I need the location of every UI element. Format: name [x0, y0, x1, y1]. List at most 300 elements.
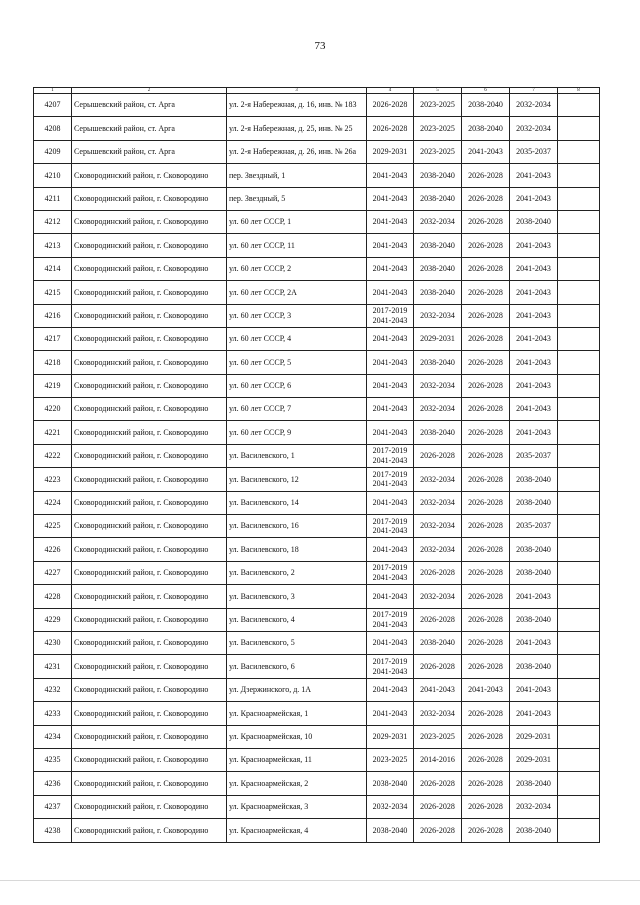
column-8-cell — [558, 374, 600, 397]
address-cell: пер. Звездный, 1 — [227, 164, 367, 187]
period-5-cell: 2026-2028 — [414, 444, 462, 467]
district-cell: Сковородинский район, г. Сковородино — [72, 234, 227, 257]
row-number-cell: 4230 — [34, 631, 72, 654]
column-8-cell — [558, 655, 600, 678]
period-6-cell: 2026-2028 — [462, 374, 510, 397]
period-6-cell: 2026-2028 — [462, 561, 510, 584]
row-number-cell: 4229 — [34, 608, 72, 631]
row-number-cell: 4220 — [34, 398, 72, 421]
address-cell: пер. Звездный, 5 — [227, 187, 367, 210]
table-row — [34, 421, 600, 444]
column-8-cell — [558, 187, 600, 210]
column-8-cell — [558, 304, 600, 327]
address-cell: ул. Василевского, 1 — [227, 444, 367, 467]
period-7-cell: 2041-2043 — [510, 421, 558, 444]
table-row — [34, 655, 600, 678]
period-5-cell: 2023-2025 — [414, 140, 462, 163]
address-cell: ул. 60 лет СССР, 11 — [227, 234, 367, 257]
row-number-cell: 4228 — [34, 585, 72, 608]
column-number-5: 5 — [414, 88, 462, 94]
address-cell: ул. Василевского, 5 — [227, 631, 367, 654]
period-5-cell: 2032-2034 — [414, 468, 462, 491]
address-cell: ул. Василевского, 6 — [227, 655, 367, 678]
page-number: 73 — [314, 40, 326, 52]
address-cell: ул. 60 лет СССР, 4 — [227, 327, 367, 350]
period-6-cell: 2026-2028 — [462, 702, 510, 725]
period-4-cell: 2017-2019 2041-2043 — [367, 515, 414, 538]
column-8-cell — [558, 421, 600, 444]
period-7-cell: 2038-2040 — [510, 210, 558, 233]
table-row — [34, 94, 600, 117]
column-8-cell — [558, 281, 600, 304]
table-row — [34, 164, 600, 187]
table-row — [34, 398, 600, 421]
period-4-cell: 2041-2043 — [367, 421, 414, 444]
period-4-cell: 2041-2043 — [367, 327, 414, 350]
row-number-cell: 4207 — [34, 94, 72, 117]
period-5-cell: 2038-2040 — [414, 234, 462, 257]
column-8-cell — [558, 327, 600, 350]
district-cell: Сковородинский район, г. Сковородино — [72, 210, 227, 233]
period-5-cell: 2014-2016 — [414, 748, 462, 771]
address-cell: ул. Василевского, 4 — [227, 608, 367, 631]
address-cell: ул. Василевского, 12 — [227, 468, 367, 491]
period-4-cell: 2026-2028 — [367, 117, 414, 140]
period-4-cell: 2041-2043 — [367, 491, 414, 514]
period-5-cell: 2026-2028 — [414, 819, 462, 842]
period-6-cell: 2041-2043 — [462, 678, 510, 701]
row-number-cell: 4223 — [34, 468, 72, 491]
period-7-cell: 2041-2043 — [510, 398, 558, 421]
period-6-cell: 2026-2028 — [462, 164, 510, 187]
district-cell: Сковородинский район, г. Сковородино — [72, 398, 227, 421]
period-5-cell: 2032-2034 — [414, 538, 462, 561]
period-6-cell: 2026-2028 — [462, 748, 510, 771]
column-8-cell — [558, 585, 600, 608]
period-4-cell: 2017-2019 2041-2043 — [367, 468, 414, 491]
address-cell: ул. Дзержинского, д. 1А — [227, 678, 367, 701]
row-number-cell: 4212 — [34, 210, 72, 233]
period-7-cell: 2041-2043 — [510, 585, 558, 608]
period-6-cell: 2026-2028 — [462, 187, 510, 210]
row-number-cell: 4233 — [34, 702, 72, 725]
period-7-cell: 2032-2034 — [510, 94, 558, 117]
column-8-cell — [558, 468, 600, 491]
period-6-cell: 2026-2028 — [462, 772, 510, 795]
address-cell: ул. Красноармейская, 2 — [227, 772, 367, 795]
period-6-cell: 2026-2028 — [462, 725, 510, 748]
period-7-cell: 2038-2040 — [510, 468, 558, 491]
period-7-cell: 2029-2031 — [510, 748, 558, 771]
period-4-cell: 2026-2028 — [367, 94, 414, 117]
column-8-cell — [558, 631, 600, 654]
period-4-cell: 2017-2019 2041-2043 — [367, 304, 414, 327]
table-row — [34, 117, 600, 140]
table-row — [34, 561, 600, 584]
column-8-cell — [558, 772, 600, 795]
row-number-cell: 4231 — [34, 655, 72, 678]
table-row — [34, 187, 600, 210]
period-6-cell: 2026-2028 — [462, 234, 510, 257]
address-cell: ул. 60 лет СССР, 7 — [227, 398, 367, 421]
period-7-cell: 2041-2043 — [510, 374, 558, 397]
table-row — [34, 538, 600, 561]
district-cell: Серышевский район, ст. Арга — [72, 117, 227, 140]
row-number-cell: 4225 — [34, 515, 72, 538]
district-cell: Сковородинский район, г. Сковородино — [72, 374, 227, 397]
row-number-cell: 4211 — [34, 187, 72, 210]
period-4-cell: 2032-2034 — [367, 795, 414, 818]
district-cell: Сковородинский район, г. Сковородино — [72, 725, 227, 748]
row-number-cell: 4216 — [34, 304, 72, 327]
period-4-cell: 2041-2043 — [367, 585, 414, 608]
period-6-cell: 2026-2028 — [462, 515, 510, 538]
table-row — [34, 234, 600, 257]
address-cell: ул. 2-я Набережная, д. 25, инв. № 25 — [227, 117, 367, 140]
period-5-cell: 2032-2034 — [414, 702, 462, 725]
column-8-cell — [558, 257, 600, 280]
period-7-cell: 2038-2040 — [510, 561, 558, 584]
table-row — [34, 608, 600, 631]
row-number-cell: 4208 — [34, 117, 72, 140]
district-cell: Сковородинский район, г. Сковородино — [72, 468, 227, 491]
period-7-cell: 2032-2034 — [510, 117, 558, 140]
period-7-cell: 2041-2043 — [510, 257, 558, 280]
column-number-4: 4 — [367, 88, 414, 94]
district-cell: Сковородинский район, г. Сковородино — [72, 702, 227, 725]
period-4-cell: 2038-2040 — [367, 819, 414, 842]
column-8-cell — [558, 234, 600, 257]
period-7-cell: 2041-2043 — [510, 234, 558, 257]
column-8-cell — [558, 748, 600, 771]
table-row — [34, 515, 600, 538]
address-cell: ул. Красноармейская, 10 — [227, 725, 367, 748]
period-7-cell: 2041-2043 — [510, 281, 558, 304]
period-5-cell: 2032-2034 — [414, 374, 462, 397]
period-6-cell: 2026-2028 — [462, 257, 510, 280]
row-number-cell: 4227 — [34, 561, 72, 584]
period-4-cell: 2041-2043 — [367, 398, 414, 421]
row-number-cell: 4222 — [34, 444, 72, 467]
column-8-cell — [558, 491, 600, 514]
address-cell: ул. 60 лет СССР, 6 — [227, 374, 367, 397]
district-cell: Сковородинский район, г. Сковородино — [72, 421, 227, 444]
address-cell: ул. Красноармейская, 11 — [227, 748, 367, 771]
address-cell: ул. Красноармейская, 1 — [227, 702, 367, 725]
period-5-cell: 2038-2040 — [414, 164, 462, 187]
period-6-cell: 2026-2028 — [462, 795, 510, 818]
period-7-cell: 2035-2037 — [510, 140, 558, 163]
row-number-cell: 4214 — [34, 257, 72, 280]
period-5-cell: 2038-2040 — [414, 421, 462, 444]
column-8-cell — [558, 702, 600, 725]
district-cell: Серышевский район, ст. Арга — [72, 140, 227, 163]
row-number-cell: 4237 — [34, 795, 72, 818]
column-number-7: 7 — [510, 88, 558, 94]
row-number-cell: 4232 — [34, 678, 72, 701]
period-5-cell: 2041-2043 — [414, 678, 462, 701]
period-6-cell: 2026-2028 — [462, 351, 510, 374]
period-6-cell: 2026-2028 — [462, 491, 510, 514]
district-cell: Сковородинский район, г. Сковородино — [72, 585, 227, 608]
period-4-cell: 2029-2031 — [367, 725, 414, 748]
period-5-cell: 2038-2040 — [414, 631, 462, 654]
row-number-cell: 4210 — [34, 164, 72, 187]
column-8-cell — [558, 819, 600, 842]
table-row — [34, 281, 600, 304]
period-4-cell: 2041-2043 — [367, 678, 414, 701]
period-7-cell: 2038-2040 — [510, 819, 558, 842]
period-7-cell: 2038-2040 — [510, 772, 558, 795]
district-cell: Сковородинский район, г. Сковородино — [72, 772, 227, 795]
address-cell: ул. Красноармейская, 4 — [227, 819, 367, 842]
scan-edge-line — [0, 880, 640, 881]
table-row — [34, 631, 600, 654]
period-5-cell: 2032-2034 — [414, 398, 462, 421]
table-body — [34, 88, 600, 843]
table-row — [34, 351, 600, 374]
period-5-cell: 2026-2028 — [414, 655, 462, 678]
district-cell: Сковородинский район, г. Сковородино — [72, 655, 227, 678]
period-7-cell: 2041-2043 — [510, 164, 558, 187]
table-row — [34, 748, 600, 771]
address-cell: ул. Красноармейская, 3 — [227, 795, 367, 818]
period-6-cell: 2026-2028 — [462, 444, 510, 467]
column-8-cell — [558, 94, 600, 117]
row-number-cell: 4219 — [34, 374, 72, 397]
period-7-cell: 2035-2037 — [510, 444, 558, 467]
period-7-cell: 2038-2040 — [510, 491, 558, 514]
row-number-cell: 4209 — [34, 140, 72, 163]
period-5-cell: 2029-2031 — [414, 327, 462, 350]
table-row — [34, 725, 600, 748]
district-cell: Сковородинский район, г. Сковородино — [72, 748, 227, 771]
schedule-table — [33, 87, 600, 843]
period-5-cell: 2038-2040 — [414, 281, 462, 304]
period-7-cell: 2041-2043 — [510, 327, 558, 350]
column-8-cell — [558, 117, 600, 140]
period-5-cell: 2026-2028 — [414, 772, 462, 795]
period-6-cell: 2026-2028 — [462, 819, 510, 842]
table-row — [34, 327, 600, 350]
address-cell: ул. Василевского, 14 — [227, 491, 367, 514]
district-cell: Сковородинский район, г. Сковородино — [72, 795, 227, 818]
column-number-2: 2 — [72, 88, 227, 94]
address-cell: ул. 60 лет СССР, 2А — [227, 281, 367, 304]
period-5-cell: 2026-2028 — [414, 608, 462, 631]
period-7-cell: 2041-2043 — [510, 351, 558, 374]
period-4-cell: 2017-2019 2041-2043 — [367, 444, 414, 467]
period-4-cell: 2041-2043 — [367, 257, 414, 280]
period-4-cell: 2038-2040 — [367, 772, 414, 795]
address-cell: ул. 60 лет СССР, 2 — [227, 257, 367, 280]
row-number-cell: 4238 — [34, 819, 72, 842]
period-7-cell: 2035-2037 — [510, 515, 558, 538]
row-number-cell: 4235 — [34, 748, 72, 771]
district-cell: Сковородинский район, г. Сковородино — [72, 351, 227, 374]
period-7-cell: 2029-2031 — [510, 725, 558, 748]
table-row — [34, 491, 600, 514]
period-6-cell: 2026-2028 — [462, 655, 510, 678]
table-row — [34, 304, 600, 327]
district-cell: Сковородинский район, г. Сковородино — [72, 819, 227, 842]
table-row — [34, 772, 600, 795]
district-cell: Сковородинский район, г. Сковородино — [72, 561, 227, 584]
period-6-cell: 2026-2028 — [462, 398, 510, 421]
period-5-cell: 2032-2034 — [414, 585, 462, 608]
row-number-cell: 4226 — [34, 538, 72, 561]
district-cell: Серышевский район, ст. Арга — [72, 94, 227, 117]
period-7-cell: 2041-2043 — [510, 631, 558, 654]
district-cell: Сковородинский район, г. Сковородино — [72, 187, 227, 210]
address-cell: ул. 60 лет СССР, 5 — [227, 351, 367, 374]
column-8-cell — [558, 608, 600, 631]
period-5-cell: 2032-2034 — [414, 210, 462, 233]
column-number-6: 6 — [462, 88, 510, 94]
period-6-cell: 2038-2040 — [462, 94, 510, 117]
period-5-cell: 2038-2040 — [414, 187, 462, 210]
row-number-cell: 4213 — [34, 234, 72, 257]
district-cell: Сковородинский район, г. Сковородино — [72, 491, 227, 514]
period-6-cell: 2038-2040 — [462, 117, 510, 140]
column-number-8: 8 — [558, 88, 600, 94]
address-cell: ул. 2-я Набережная, д. 16, инв. № 183 — [227, 94, 367, 117]
address-cell: ул. Василевского, 18 — [227, 538, 367, 561]
row-number-cell: 4221 — [34, 421, 72, 444]
row-number-cell: 4218 — [34, 351, 72, 374]
table-row — [34, 702, 600, 725]
row-number-cell: 4234 — [34, 725, 72, 748]
period-4-cell: 2041-2043 — [367, 702, 414, 725]
column-8-cell — [558, 538, 600, 561]
district-cell: Сковородинский район, г. Сковородино — [72, 538, 227, 561]
period-4-cell: 2017-2019 2041-2043 — [367, 561, 414, 584]
district-cell: Сковородинский район, г. Сковородино — [72, 257, 227, 280]
period-7-cell: 2041-2043 — [510, 187, 558, 210]
row-number-cell: 4236 — [34, 772, 72, 795]
period-4-cell: 2041-2043 — [367, 281, 414, 304]
period-5-cell: 2032-2034 — [414, 515, 462, 538]
table-row — [34, 585, 600, 608]
district-cell: Сковородинский район, г. Сковородино — [72, 515, 227, 538]
column-8-cell — [558, 725, 600, 748]
period-5-cell: 2026-2028 — [414, 561, 462, 584]
address-cell: ул. Василевского, 3 — [227, 585, 367, 608]
period-5-cell: 2038-2040 — [414, 257, 462, 280]
table-row — [34, 444, 600, 467]
column-8-cell — [558, 164, 600, 187]
table-row — [34, 210, 600, 233]
address-cell: ул. 2-я Набережная, д. 26, инв. № 26а — [227, 140, 367, 163]
column-8-cell — [558, 351, 600, 374]
period-5-cell: 2032-2034 — [414, 491, 462, 514]
period-4-cell: 2041-2043 — [367, 234, 414, 257]
period-4-cell: 2041-2043 — [367, 631, 414, 654]
period-6-cell: 2026-2028 — [462, 608, 510, 631]
row-number-cell: 4217 — [34, 327, 72, 350]
column-8-cell — [558, 515, 600, 538]
period-6-cell: 2026-2028 — [462, 468, 510, 491]
period-4-cell: 2041-2043 — [367, 374, 414, 397]
period-4-cell: 2041-2043 — [367, 210, 414, 233]
period-6-cell: 2026-2028 — [462, 304, 510, 327]
period-6-cell: 2026-2028 — [462, 210, 510, 233]
period-4-cell: 2041-2043 — [367, 538, 414, 561]
district-cell: Сковородинский район, г. Сковородино — [72, 678, 227, 701]
table-row — [34, 468, 600, 491]
address-cell: ул. 60 лет СССР, 3 — [227, 304, 367, 327]
column-number-3: 3 — [227, 88, 367, 94]
address-cell: ул. 60 лет СССР, 9 — [227, 421, 367, 444]
address-cell: ул. 60 лет СССР, 1 — [227, 210, 367, 233]
period-5-cell: 2038-2040 — [414, 351, 462, 374]
period-4-cell: 2041-2043 — [367, 351, 414, 374]
period-5-cell: 2023-2025 — [414, 117, 462, 140]
period-7-cell: 2038-2040 — [510, 538, 558, 561]
district-cell: Сковородинский район, г. Сковородино — [72, 631, 227, 654]
address-cell: ул. Василевского, 2 — [227, 561, 367, 584]
district-cell: Сковородинский район, г. Сковородино — [72, 327, 227, 350]
column-8-cell — [558, 210, 600, 233]
period-5-cell: 2023-2025 — [414, 725, 462, 748]
period-6-cell: 2026-2028 — [462, 327, 510, 350]
period-7-cell: 2038-2040 — [510, 655, 558, 678]
column-8-cell — [558, 140, 600, 163]
table-row — [34, 374, 600, 397]
district-cell: Сковородинский район, г. Сковородино — [72, 444, 227, 467]
period-5-cell: 2023-2025 — [414, 94, 462, 117]
column-8-cell — [558, 398, 600, 421]
row-number-cell: 4215 — [34, 281, 72, 304]
district-cell: Сковородинский район, г. Сковородино — [72, 608, 227, 631]
table-row — [34, 140, 600, 163]
column-8-cell — [558, 444, 600, 467]
column-8-cell — [558, 795, 600, 818]
period-7-cell: 2032-2034 — [510, 795, 558, 818]
period-4-cell: 2023-2025 — [367, 748, 414, 771]
column-number-1: 1 — [34, 88, 72, 94]
table-row — [34, 257, 600, 280]
period-6-cell: 2041-2043 — [462, 140, 510, 163]
table-row — [34, 819, 600, 842]
period-6-cell: 2026-2028 — [462, 281, 510, 304]
period-5-cell: 2026-2028 — [414, 795, 462, 818]
column-8-cell — [558, 561, 600, 584]
address-cell: ул. Василевского, 16 — [227, 515, 367, 538]
period-7-cell: 2041-2043 — [510, 678, 558, 701]
period-7-cell: 2041-2043 — [510, 702, 558, 725]
period-7-cell: 2041-2043 — [510, 304, 558, 327]
district-cell: Сковородинский район, г. Сковородино — [72, 164, 227, 187]
period-4-cell: 2017-2019 2041-2043 — [367, 655, 414, 678]
table-row — [34, 678, 600, 701]
district-cell: Сковородинский район, г. Сковородино — [72, 304, 227, 327]
period-6-cell: 2026-2028 — [462, 585, 510, 608]
period-6-cell: 2026-2028 — [462, 421, 510, 444]
row-number-cell: 4224 — [34, 491, 72, 514]
district-cell: Сковородинский район, г. Сковородино — [72, 281, 227, 304]
period-6-cell: 2026-2028 — [462, 631, 510, 654]
period-4-cell: 2029-2031 — [367, 140, 414, 163]
period-6-cell: 2026-2028 — [462, 538, 510, 561]
period-5-cell: 2032-2034 — [414, 304, 462, 327]
column-8-cell — [558, 678, 600, 701]
period-7-cell: 2038-2040 — [510, 608, 558, 631]
period-4-cell: 2041-2043 — [367, 164, 414, 187]
table-row — [34, 795, 600, 818]
period-4-cell: 2017-2019 2041-2043 — [367, 608, 414, 631]
period-4-cell: 2041-2043 — [367, 187, 414, 210]
